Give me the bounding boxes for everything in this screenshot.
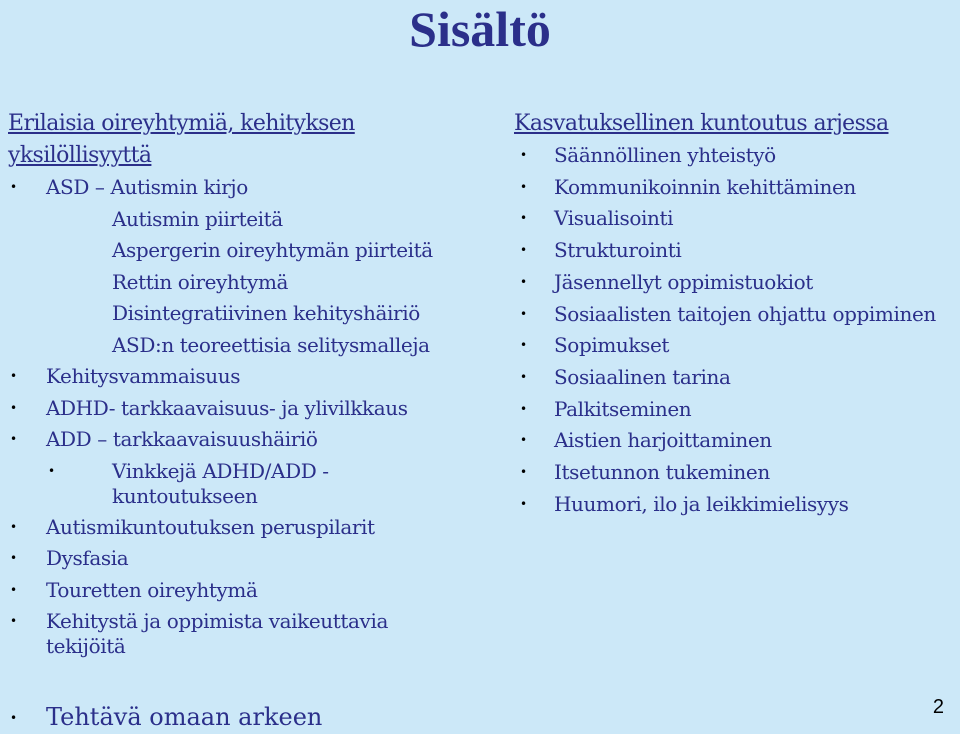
list-subitem: • Vinkkejä ADHD/ADD - kuntoutukseen [48, 458, 329, 508]
list-item: • Säännöllinen yhteistyö [514, 140, 960, 172]
bullet-icon: • [520, 211, 527, 226]
list-subitem: Disintegratiivinen kehityshäiriö [112, 301, 420, 325]
left-heading-line1: Erilaisia oireyhtymiä, kehityksen [8, 111, 355, 136]
left-list [8, 172, 488, 662]
right-list [514, 140, 960, 520]
list-item: • ASD – Autismin kirjo [8, 172, 488, 204]
list-item: • Kehitystä ja oppimista vaikeuttavia tekijöitä [10, 609, 388, 658]
bullet-icon: • [10, 614, 17, 628]
bullet-icon: • [10, 551, 17, 565]
bullet-icon: • [10, 432, 17, 446]
list-item: • Palkitseminen [514, 394, 960, 426]
bullet-icon: • [520, 338, 527, 353]
bullet-icon: • [10, 369, 17, 383]
list-subitem: Rettin oireyhtymä [112, 269, 289, 294]
left-column [8, 108, 488, 662]
right-heading: Kasvatuksellinen kuntoutus arjessa [514, 111, 889, 136]
list-item: • ADD – tarkkaavaisuushäiriö [8, 424, 488, 456]
left-heading-line2: yksilöllisyyttä [8, 143, 152, 168]
list-item: • Visualisointi [514, 203, 960, 235]
list-item: • Jäsennellyt oppimistuokiot [514, 267, 960, 299]
right-column [514, 108, 960, 520]
bullet-icon: • [10, 711, 18, 725]
list-item: • Kehitysvammaisuus [8, 361, 488, 393]
bullet-icon: • [520, 306, 527, 321]
bullet-icon: • [520, 274, 527, 289]
list-item: • Dysfasia [8, 543, 488, 575]
bottom-item: • Tehtävä omaan arkeen [10, 703, 323, 731]
list-subitem: Aspergerin oireyhtymän piirteitä [112, 238, 433, 262]
slide-title: Sisältö [409, 1, 551, 57]
bullet-icon: • [520, 401, 527, 416]
bullet-icon: • [10, 400, 17, 415]
bullet-icon: • [520, 465, 527, 480]
list-item: • Autismikuntoutuksen peruspilarit [8, 512, 488, 544]
list-item: • Sopimukset [514, 330, 960, 362]
bullet-icon: • [520, 433, 527, 448]
list-item: • Sosiaalisten taitojen ohjattu oppiminen [514, 299, 960, 331]
list-item: • Itsetunnon tukeminen [514, 457, 960, 489]
list-item: • Kommunikoinnin kehittäminen [514, 172, 960, 204]
list-subitem: ASD:n teoreettisia selitysmalleja [112, 332, 430, 357]
bullet-icon: • [520, 369, 527, 384]
bullet-icon: • [10, 180, 17, 194]
bullet-icon: • [48, 463, 55, 478]
bullet-icon: • [520, 243, 527, 258]
bullet-icon: • [520, 496, 527, 511]
bullet-icon: • [10, 582, 17, 597]
list-item: • Sosiaalinen tarina [514, 362, 960, 394]
bullet-icon: • [10, 519, 17, 534]
list-item: • Strukturointi [514, 235, 960, 267]
list-item: • Aistien harjoittaminen [514, 425, 960, 457]
list-item: • ADHD- tarkkaavaisuus- ja ylivilkkaus [8, 393, 488, 425]
left-heading [8, 108, 488, 172]
page-number: 2 [932, 696, 944, 718]
bullet-icon: • [520, 148, 527, 162]
list-item: • Huumori, ilo ja leikkimielisyys [514, 489, 960, 521]
bullet-icon: • [520, 179, 527, 194]
list-subitem: Autismin piirteitä [112, 206, 283, 231]
list-item: • Touretten oireyhtymä [8, 575, 488, 607]
